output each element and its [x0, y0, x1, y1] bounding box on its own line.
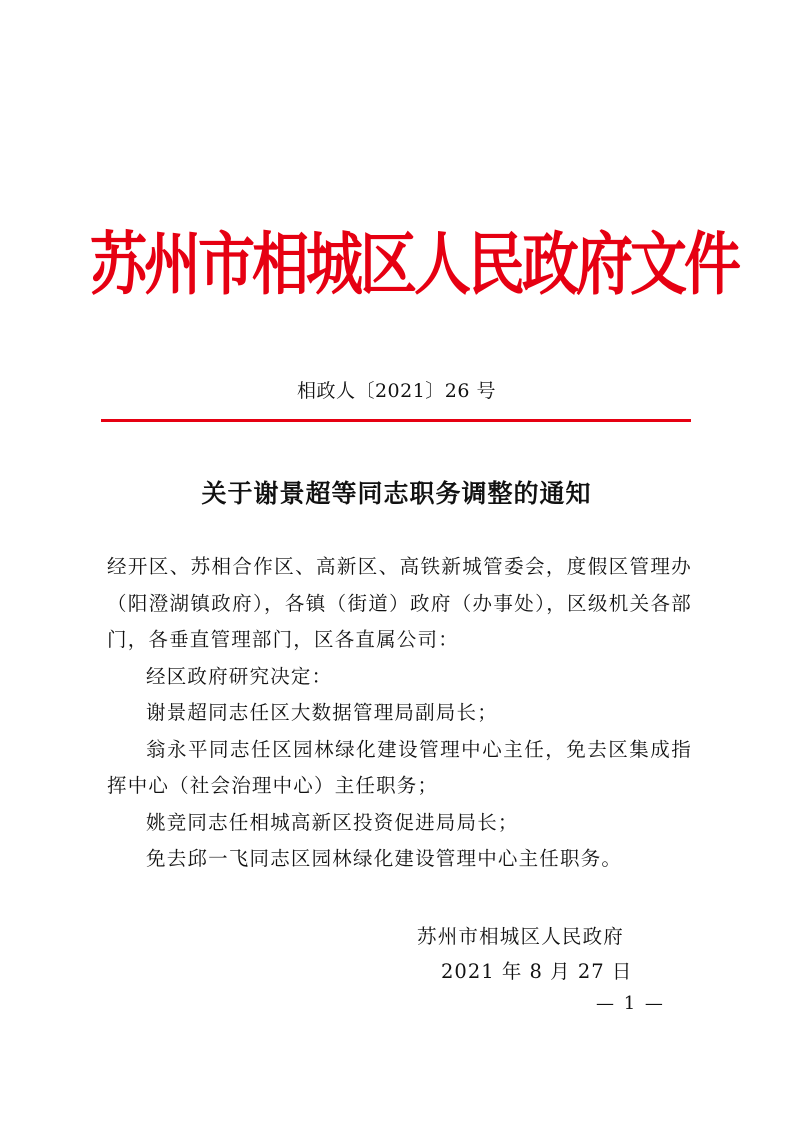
- body-paragraph: 免去邱一飞同志区园林绿化建设管理中心主任职务。: [146, 847, 623, 870]
- page-number: — 1 —: [596, 993, 665, 1014]
- signature-date: 2021 年 8 月 27 日: [441, 960, 633, 983]
- document-masthead: 苏州市相城区人民政府文件: [90, 224, 738, 305]
- signature-organization: 苏州市相城区人民政府: [417, 925, 625, 948]
- notice-title: 关于谢景超等同志职务调整的通知: [201, 479, 592, 508]
- recipients-paragraph: 经开区、苏相合作区、高新区、高铁新城管委会，度假区管理办（阳澄湖镇政府），各镇（街道）政府（办事处），区级机关各部门，各垂直管理部门，区各直属公司：: [107, 555, 692, 651]
- notice-body: [107, 549, 692, 878]
- body-paragraph: 经区政府研究决定：: [146, 664, 333, 688]
- red-divider-line: [101, 419, 691, 422]
- body-paragraph: 姚竞同志任相城高新区投资促进局局长；: [146, 810, 519, 834]
- body-paragraph: 翁永平同志任区园林绿化建设管理中心主任，免去区集成指挥中心（社会治理中心）主任职务；: [107, 737, 692, 797]
- body-paragraph: 谢景超同志任区大数据管理局副局长；: [146, 701, 498, 724]
- document-number: 相政人〔2021〕26 号: [296, 380, 497, 402]
